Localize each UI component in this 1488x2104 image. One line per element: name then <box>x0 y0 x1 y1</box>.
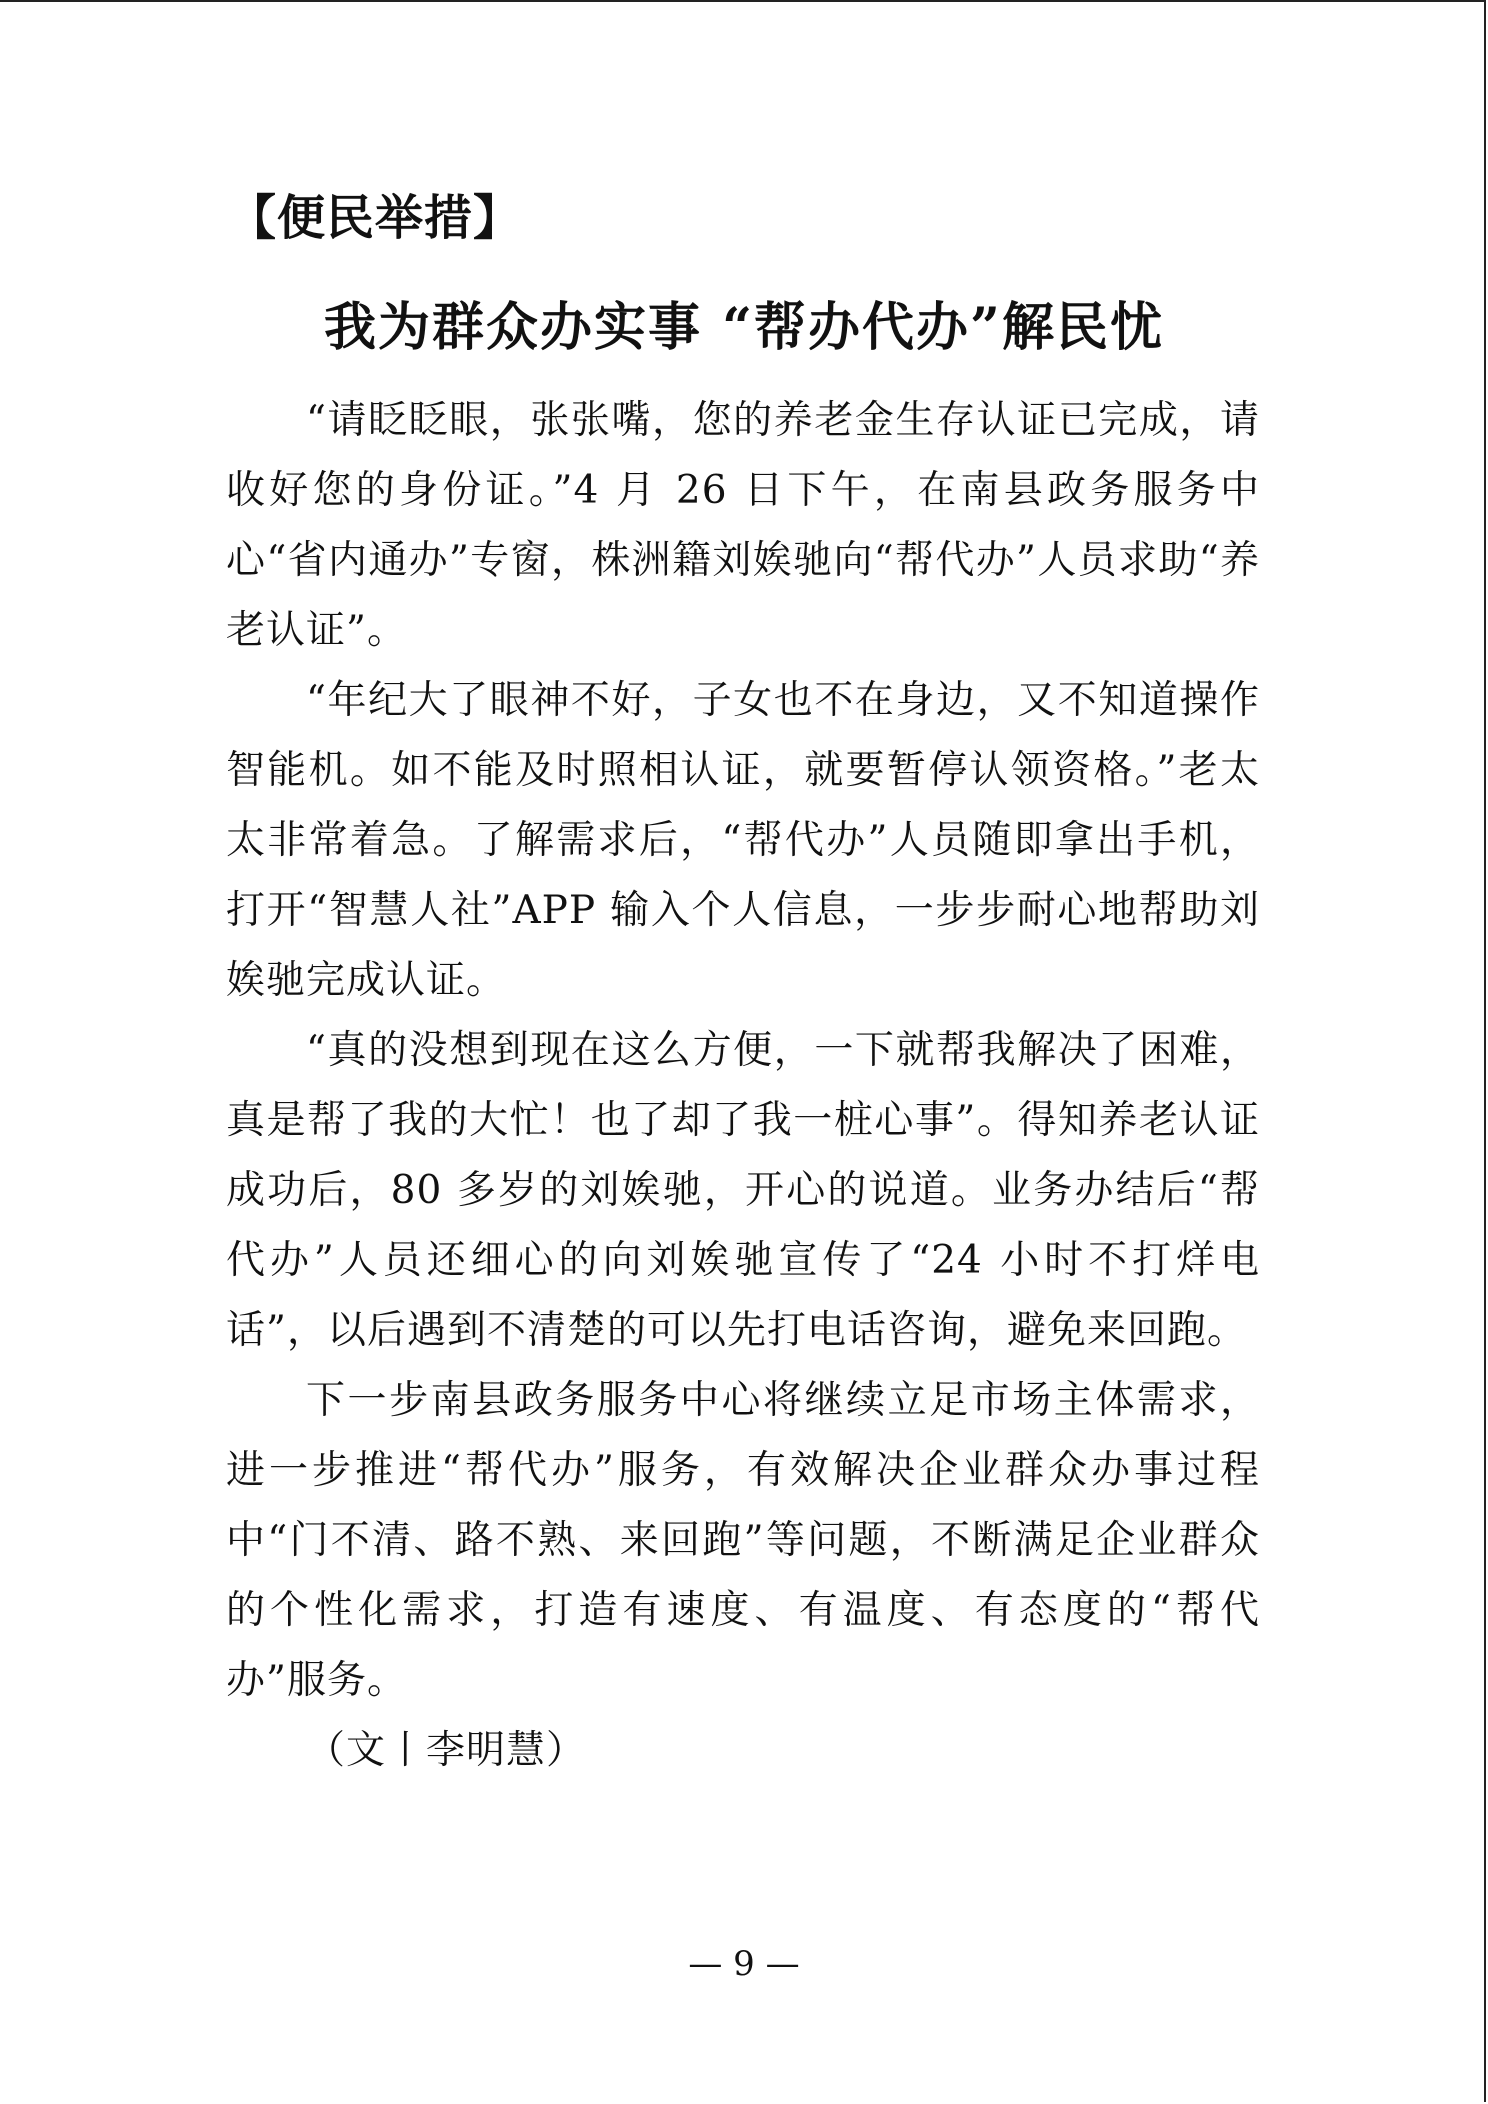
article-body <box>226 386 1260 1786</box>
byline: （文丨李明慧） <box>306 1728 587 1773</box>
paragraph-3: “真的没想到现在这么方便，一下就帮我解决了困难，真是帮了我的大忙！也了却了我一桩心事”。得知养老认证成功后，80 多岁的刘娭驰，开心的说道。业务办结后“帮代办”人员还细心的向刘娭驰宣传了“24 小时不打烊电话”，以后遇到不清楚的可以先打电话咨询，避免来回跑。 <box>226 1028 1260 1353</box>
page-number: — 9 — <box>688 1944 800 1984</box>
article-title: 我为群众办实事 “帮办代办”解民忧 <box>324 297 1164 358</box>
paragraph-1: “请眨眨眼，张张嘴，您的养老金生存认证已完成，请收好您的身份证。”4 月 26 日下午，在南县政务服务中心“省内通办”专窗，株洲籍刘娭驰向“帮代办”人员求助“养老认证”。 <box>226 398 1260 653</box>
section-tag: 【便民举措】 <box>228 190 523 246</box>
paragraph-4: 下一步南县政务服务中心将继续立足市场主体需求，进一步推进“帮代办”服务，有效解决企业群众办事过程中“门不清、路不熟、来回跑”等问题，不断满足企业群众的个性化需求，打造有速度、有温度、有态度的“帮代办”服务。 <box>226 1378 1260 1703</box>
paragraph-2: “年纪大了眼神不好，子女也不在身边，又不知道操作智能机。如不能及时照相认证，就要暂停认领资格。”老太太非常着急。了解需求后，“帮代办”人员随即拿出手机，打开“智慧人社”APP 输入个人信息，一步步耐心地帮助刘娭驰完成认证。 <box>226 678 1260 1003</box>
